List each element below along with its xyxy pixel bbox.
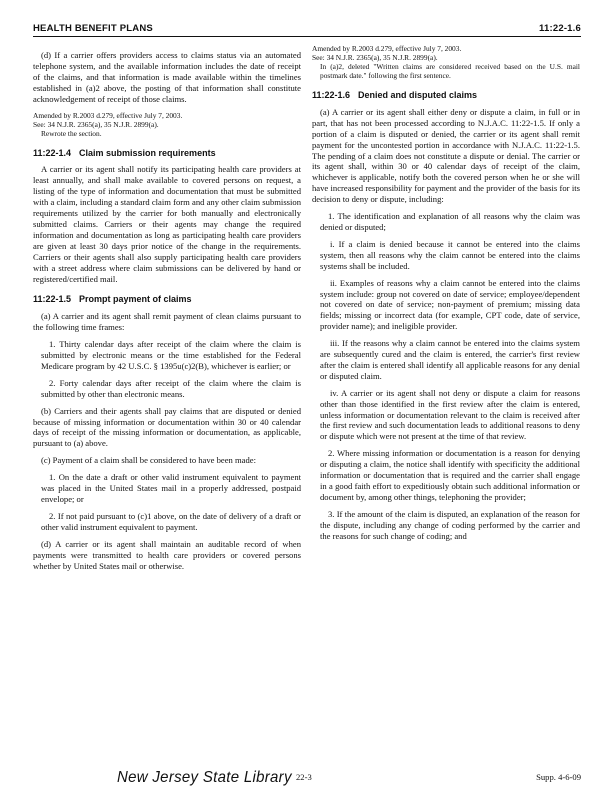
history-note — [33, 111, 301, 138]
right-column — [312, 42, 580, 548]
header-title: HEALTH BENEFIT PLANS — [33, 23, 153, 34]
paragraph-b: (b) Carriers and their agents shall pay claims that are disputed or denied because of missing information or documentation within 30 or 40 calendar days of receipt of the missing information or documentation, as applicable, pursuant to (a) above. — [33, 405, 301, 449]
item-c1: 1. On the date a draft or other valid instrument equivalent to payment was placed in the United States mail in a properly addressed, postpaid envelope; or — [41, 472, 301, 504]
section-title: Denied and disputed claims — [358, 90, 478, 100]
section-heading-1-5 — [33, 294, 301, 305]
section-title: Claim submission requirements — [79, 147, 216, 158]
page-footer — [33, 768, 581, 788]
history-note — [312, 44, 580, 80]
item-2: 2. Where missing information or documentation is a reason for denying or disputing a claim, the notice shall identify with specificity the additional information or documentation that is required and the carrier shall engage in a good faith effort to expeditiously obtain such additional information or document by, among other things, telephoning the provider; — [320, 448, 580, 502]
page-number: 22-3 — [296, 772, 312, 782]
item-3: 3. If the amount of the claim is disputed, an explanation of the reason for the dispute, including any change of coding performed by the carrier and the reasons for such change of coding; and — [320, 508, 580, 541]
item-a2: 2. Forty calendar days after receipt of the claim where the claim is submitted by other than electronic means. — [41, 377, 301, 399]
item-a1: 1. Thirty calendar days after receipt of the claim where the claim is submitted by electronic means or the time established for the Federal Medicare program by 42 U.S.C. § 1395u(c)2(B), whichever is earlier; or — [41, 339, 301, 371]
paragraph-d2: (d) A carrier or its agent shall maintain an auditable record of when payments were transmitted to health care providers or covered persons whether by United States mail or otherwise. — [33, 538, 301, 571]
paragraph-a: (a) A carrier and its agent shall remit payment of clean claims pursuant to the following time frames: — [33, 311, 301, 333]
section-number: 11:22-1.4 — [33, 147, 72, 158]
item-ii: ii. Examples of reasons why a claim cannot be entered into the claims system include: group not covered on date of service; employee/dependent not covered on date of service; non-payment of premium; missing data fields; missing or incorrect data (for example, CPT code, date of service, provider name); and ineligible provider. — [320, 277, 580, 332]
section-title: Prompt payment of claims — [79, 294, 192, 305]
library-logo: New Jersey State Library — [117, 768, 292, 787]
paragraph-a: (a) A carrier or its agent shall either deny or dispute a claim, in full or in part, that has not been processed according to N.J.A.C. 11:22-1.5. If only a portion of a claim is disputed or denied, the carrier or its agent shall remit payment for the uncontested portion in accordance with N.J.A.C. 11:22-1.5. The pending of a claim does not constitute a dispute or denial. The carrier or its agent shall, within 30 or 40 calendar days of receipt of the claim, whichever is applicable, notify both the covered person when he or she will have increased responsibility for payment and the provider of the basis for its decision to deny or dispute, including: — [312, 106, 580, 205]
paragraph-d: (d) If a carrier offers providers access to claims status via an automated telephone system, and the available information includes the date of receipt of the claims, and that information is made available within the timelines established in (a)2 above, the posting of that information shall constitute acknowledgement of receipt of those claims. — [33, 50, 301, 104]
item-i: i. If a claim is denied because it cannot be entered into the claims system, then all reasons why the claim cannot be entered into the claims systems shall be included. — [320, 238, 580, 271]
section-number: 11:22-1.6 — [312, 90, 351, 100]
history-line: In (a)2, deleted "Written claims are considered received based on the U.S. mail postmark date." following the first sentence. — [320, 62, 580, 80]
section-heading-1-6 — [312, 90, 580, 101]
section-number: 11:22-1.5 — [33, 294, 72, 305]
item-iii: iii. If the reasons why a claim cannot be entered into the claims system are subsequently cured and the claim is entered, the carrier's first review after the claim is entered shall identify all applicable reasons for any denial or disputed claim. — [320, 338, 580, 381]
history-line: See: 34 N.J.R. 2365(a), 35 N.J.R. 2899(a). — [33, 119, 159, 129]
history-line: Rewrote the section. — [41, 128, 102, 138]
history-line: Amended by R.2003 d.279, effective July 7, 2003. — [312, 44, 462, 53]
header-rule — [33, 36, 581, 37]
section-1-4-text: A carrier or its agent shall notify its participating health care providers at least annually, and shall make available to covered persons on request, a listing of the type of information and documentation that must be submitted with a claim, including a standard claim form and any other claim submission requirements utilized by the carrier for both manually and electronically submitted claims. Carriers or their agents may change the required information and documentation as long as participating health care providers are given at least 30 days prior notice of the change in the requirements. Carriers or their agents shall also supply participating health care providers with a street address where claim submissions can be delivered by hand or registered/certified mail. — [33, 164, 301, 284]
section-heading-1-4 — [33, 148, 301, 159]
history-line: Amended by R.2003 d.279, effective July 7, 2003. — [33, 110, 183, 120]
running-header — [33, 16, 581, 34]
history-line: See: 34 N.J.R. 2365(a), 35 N.J.R. 2899(a). — [312, 53, 438, 62]
paragraph-c: (c) Payment of a claim shall be considered to have been made: — [41, 455, 256, 466]
item-c2: 2. If not paid pursuant to (c)1 above, on the date of delivery of a draft or other valid instrument equivalent to payment. — [41, 510, 301, 532]
left-column — [33, 50, 301, 577]
item-iv: iv. A carrier or its agent shall not deny or dispute a claim for reasons other than those identified in the first review after the claim is entered, unless information or documentation relevant to the claim is received after the first review and such documentation leads to additional reasons to deny or dispute which were not present at the time of that review. — [320, 387, 580, 442]
supplement-date: Supp. 4-6-09 — [536, 772, 581, 782]
item-1: 1. The identification and explanation of all reasons why the claim was denied or disputed; — [320, 211, 580, 232]
header-section: 11:22-1.6 — [539, 23, 581, 34]
